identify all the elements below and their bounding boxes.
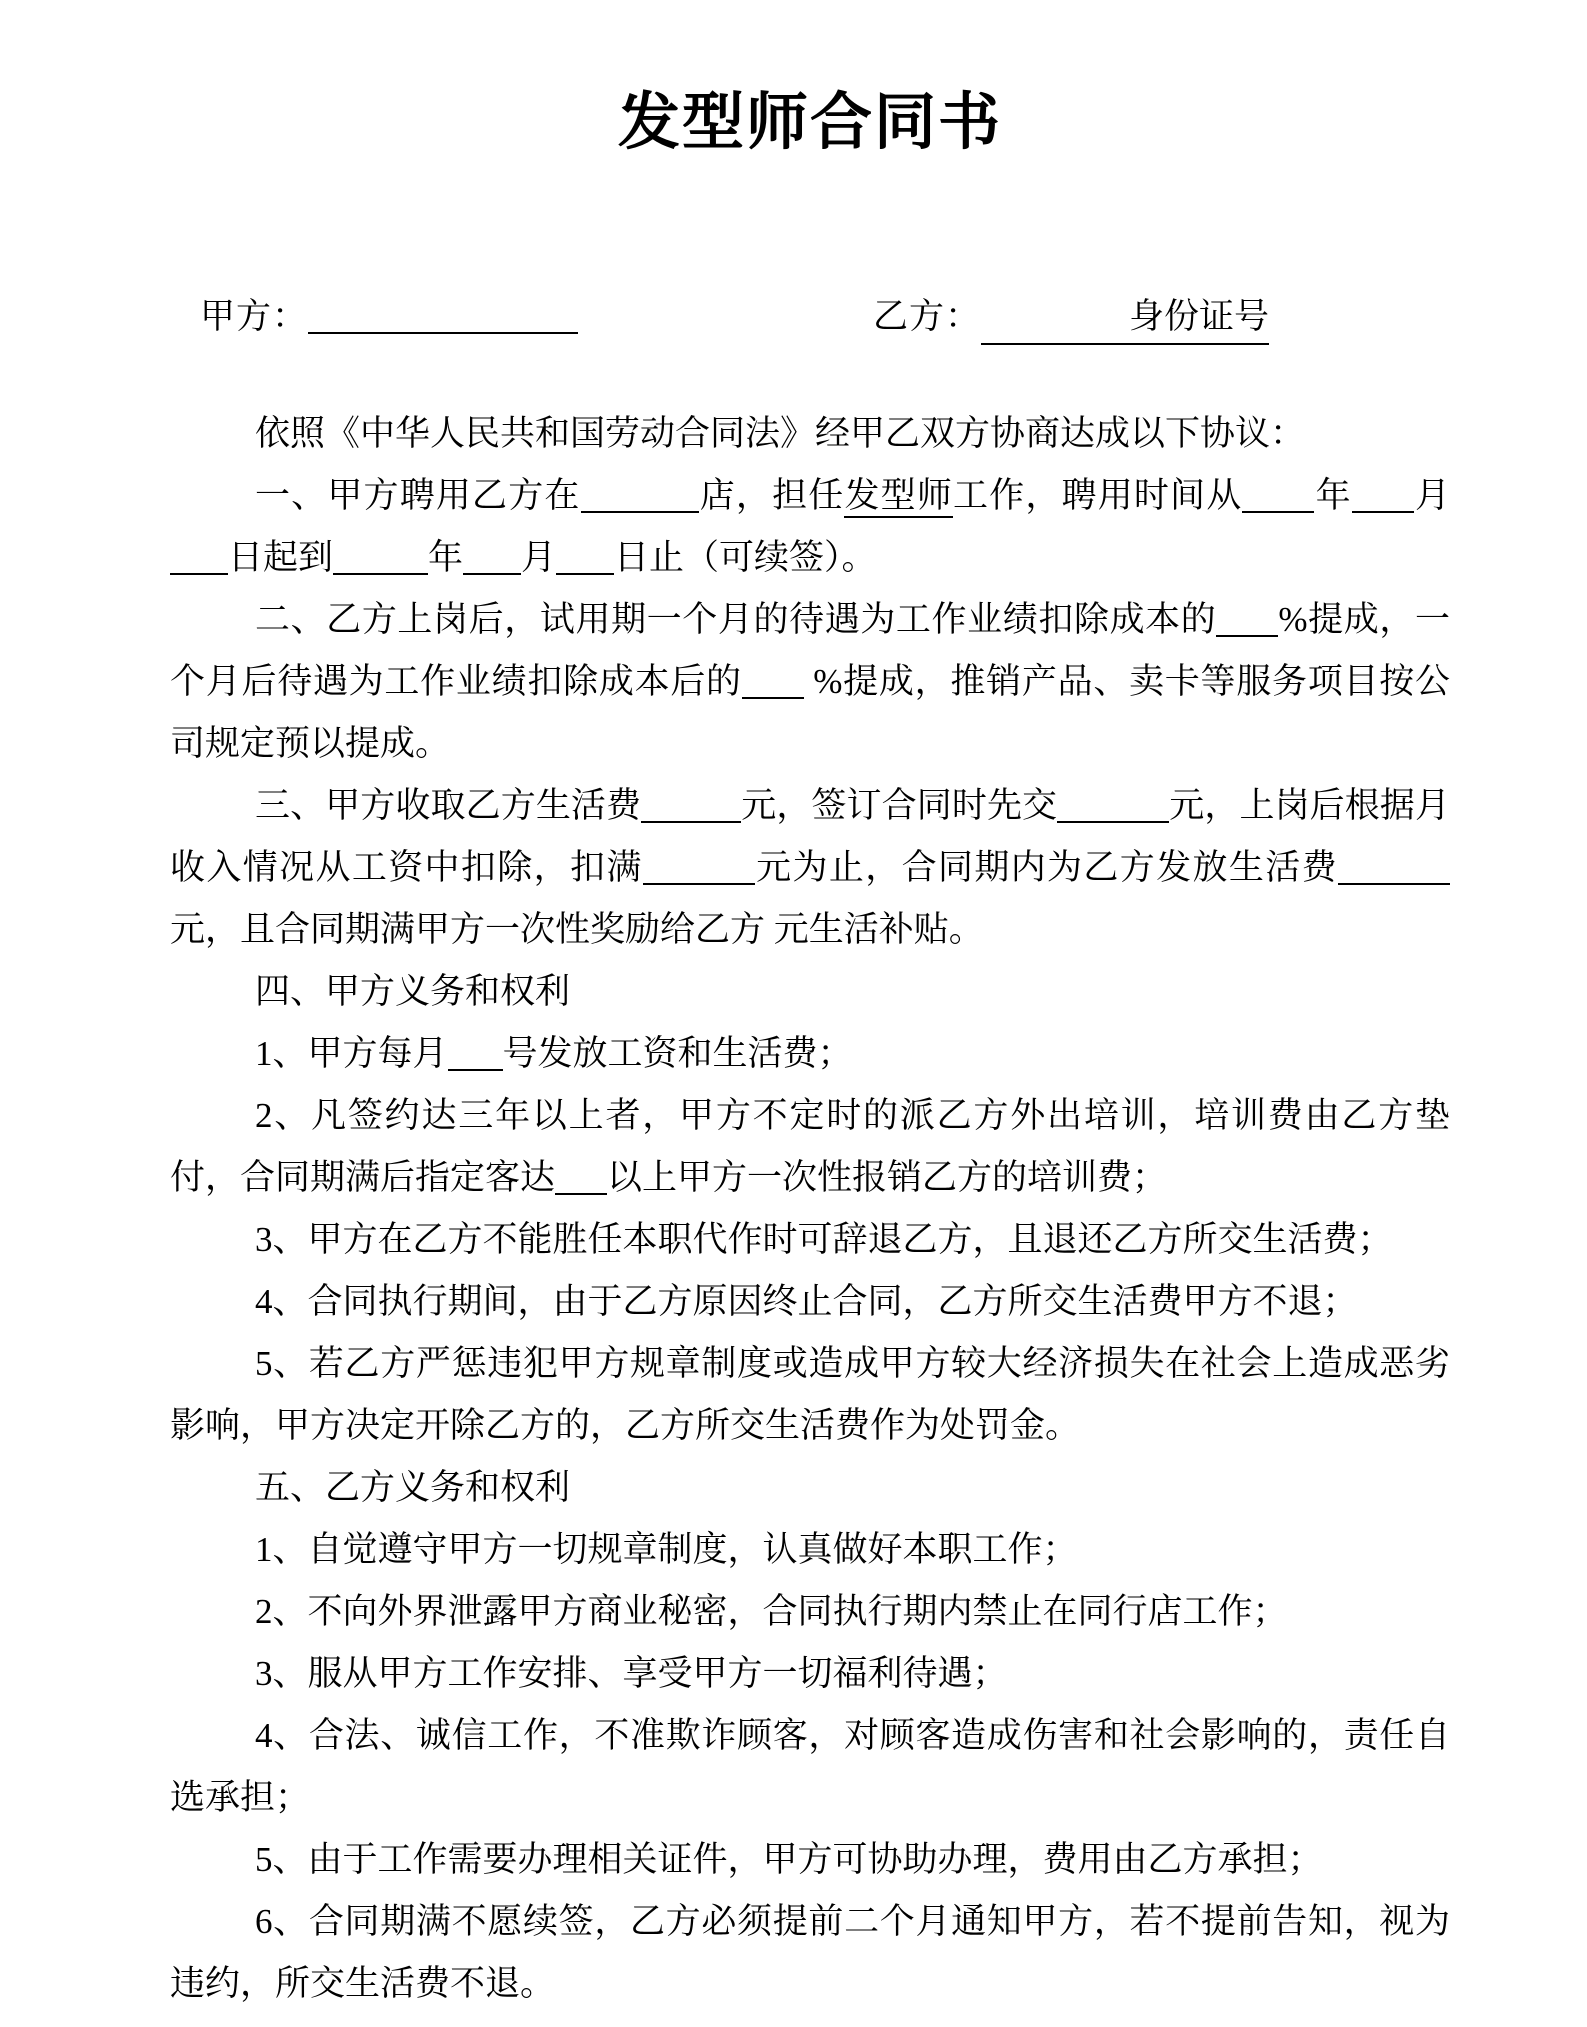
party-b-field [873, 297, 1269, 336]
text-run: 年 [428, 538, 464, 578]
fill-in-blank[interactable] [555, 1164, 607, 1196]
text-run: 4、合同执行期间，由于乙方原因终止合同，乙方所交生活费甲方不退； [255, 1282, 1358, 1322]
clause-5-item-1 [170, 1519, 1450, 1581]
fill-in-blank[interactable] [1338, 854, 1450, 886]
clause-5-item-4 [170, 1705, 1450, 1829]
clause-2-paragraph [170, 589, 1450, 775]
fill-in-blank[interactable] [1057, 792, 1169, 824]
clause-1-paragraph [170, 465, 1450, 589]
document-title: 发型师合同书 [617, 89, 1002, 157]
fill-in-blank[interactable] [463, 544, 521, 576]
fill-in-blank[interactable] [643, 854, 755, 886]
clause-4-item-4 [170, 1271, 1450, 1333]
clause-5-item-3 [170, 1643, 1450, 1705]
clause-3-paragraph [170, 775, 1450, 961]
party-row [170, 289, 1450, 345]
text-run: 年 [1314, 476, 1352, 516]
party-a-field [200, 297, 578, 336]
fill-in-blank[interactable] [448, 1040, 503, 1072]
clause-4-item-5 [170, 1333, 1450, 1457]
text-run: 5、由于工作需要办理相关证件，甲方可协助办理，费用由乙方承担； [255, 1840, 1323, 1880]
fill-in-blank[interactable] [1242, 482, 1314, 514]
fill-in-blank[interactable] [556, 544, 614, 576]
text-run: 元为止，合同期内为乙方发放生活费 [754, 848, 1338, 888]
text-run: 号发放工资和生活费； [502, 1034, 853, 1074]
clause-5-heading [170, 1457, 1450, 1519]
text-run: 月 [1413, 476, 1450, 516]
clause-4-heading [170, 961, 1450, 1023]
text-run: 5、若乙方严惩违犯甲方规章制度或造成甲方较大经济损失在社会上造成恶劣影响，甲方决定开除乙方的，乙方所交生活费作为处罚金。 [170, 1344, 1450, 1446]
text-run: 日止（可续签）。 [614, 538, 877, 578]
text-run: 1、自觉遵守甲方一切规章制度，认真做好本职工作； [255, 1530, 1078, 1570]
fill-in-blank[interactable] [581, 482, 699, 514]
clause-4-item-1 [170, 1023, 1450, 1085]
clause-4-item-2 [170, 1085, 1450, 1209]
text-run: 4、合法、诚信工作，不准欺诈顾客，对顾客造成伤害和社会影响的，责任自选承担； [170, 1716, 1450, 1818]
text-run: 6、合同期满不愿续签，乙方必须提前二个月通知甲方，若不提前告知，视为违约，所交生活费不退。 [170, 1902, 1450, 2004]
party-b-id-blank[interactable] [981, 289, 1269, 345]
clause-5-item-6 [170, 1891, 1450, 2015]
text-run: 工作，聘用时间从 [953, 476, 1243, 516]
text-run: 3、甲方在乙方不能胜任本职代作时可辞退乙方，且退还乙方所交生活费； [255, 1220, 1393, 1260]
text-run: 日起到 [228, 538, 334, 578]
text-run: 1、甲方每月 [255, 1034, 448, 1074]
party-b-label: 乙方： [873, 297, 982, 337]
clause-4-item-3 [170, 1209, 1450, 1271]
party-a-name-blank[interactable] [308, 303, 578, 335]
text-run: 月 [521, 538, 557, 578]
text-run: 元，上岗后根据月收入情况从工资中扣除，扣满 [170, 786, 1450, 888]
text-run: 以上甲方一次性报销乙方的培训费； [607, 1158, 1168, 1198]
intro-paragraph [170, 403, 1450, 465]
text-run: 2、凡签约达三年以上者，甲方不定时的派乙方外出培训，培训费由乙方垫付，合同期满后指定客达 [170, 1096, 1450, 1198]
text-run: %提成，一个月后待遇为工作业绩扣除成本后的 [170, 600, 1450, 702]
fill-in-blank[interactable] [170, 544, 228, 576]
text-run: 依照《中华人民共和国劳动合同法》经甲乙双方协商达成以下协议： [255, 414, 1306, 454]
text-run: 四、甲方义务和权利 [255, 972, 571, 1012]
text-run: 二、乙方上岗后，试用期一个月的待遇为工作业绩扣除成本的 [255, 600, 1217, 640]
fill-in-blank[interactable] [742, 668, 804, 700]
fill-in-blank[interactable] [333, 544, 428, 576]
underlined-text: 发型师 [844, 476, 953, 518]
text-run: 五、乙方义务和权利 [255, 1468, 571, 1508]
text-run: 元，签订合同时先交 [741, 786, 1058, 826]
fill-in-blank[interactable] [1352, 482, 1414, 514]
text-run: %提成，推销产品、卖卡等服务项目按公司规定预以提成。 [170, 662, 1450, 764]
party-a-label: 甲方： [200, 297, 309, 337]
text-run: 店，担任 [698, 476, 845, 516]
text-run: 2、不向外界泄露甲方商业秘密，合同执行期内禁止在同行店工作； [255, 1592, 1288, 1632]
fill-in-blank[interactable] [641, 792, 741, 824]
text-run: 三、甲方收取乙方生活费 [255, 786, 642, 826]
text-run: 元，且合同期满甲方一次性奖励给乙方 元生活补贴。 [170, 910, 984, 950]
text-run: 一、甲方聘用乙方在 [255, 476, 581, 516]
clause-5-item-5 [170, 1829, 1450, 1891]
id-number-label: 身份证号 [1129, 297, 1270, 337]
contract-body [170, 403, 1450, 2015]
fill-in-blank[interactable] [1216, 606, 1278, 638]
text-run: 3、服从甲方工作安排、享受甲方一切福利待遇； [255, 1654, 1008, 1694]
clause-5-item-2 [170, 1581, 1450, 1643]
